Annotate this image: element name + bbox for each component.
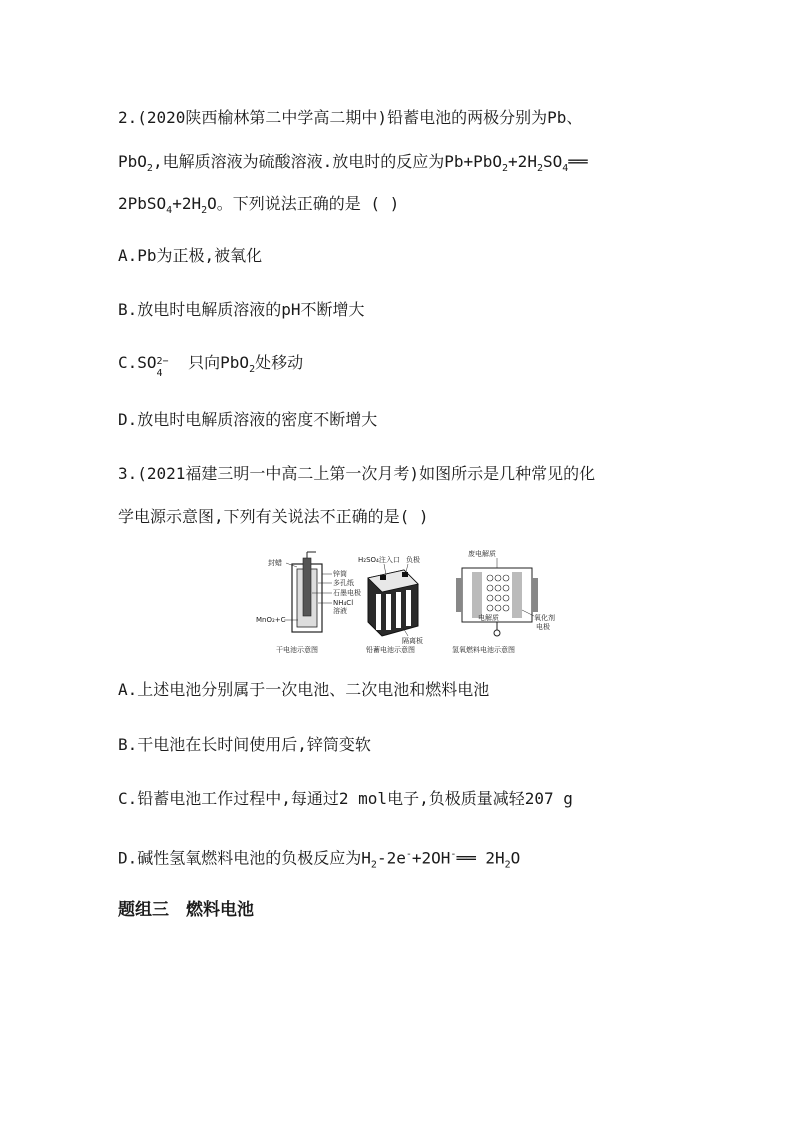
q2-stem-line1	[118, 108, 582, 128]
battery-figure	[256, 550, 556, 660]
fuel-cell-diagram	[452, 550, 555, 654]
subscript: 2	[502, 163, 509, 175]
lead-acid-diagram	[358, 555, 423, 654]
subscript: 2	[146, 163, 153, 175]
dry-label-seal: 封蜡	[268, 559, 282, 567]
equals-sign: ══	[568, 152, 588, 171]
subscript: 4	[166, 205, 173, 217]
dry-label-zinc: 锌筒	[333, 570, 347, 578]
stem-text: O。下列说法正确的是 ( )	[207, 194, 400, 213]
subscript: 2	[536, 163, 543, 175]
subscript: 4	[562, 163, 569, 175]
option-text: B.放电时电解质溶液的pH不断增大	[118, 300, 365, 319]
q2-option-b[interactable]	[118, 300, 365, 320]
dry-caption: 干电池示意图	[276, 646, 318, 654]
formula-text: ══ 2H	[456, 848, 505, 868]
option-text: C.铅蓄电池工作过程中,每通过2 mol电子,负极质量减轻207 g	[118, 789, 573, 808]
formula-text: +2OH	[411, 848, 451, 868]
q2-option-a[interactable]	[118, 246, 262, 266]
section-title: 题组三 燃料电池	[118, 900, 254, 920]
stem-text: 3.(2021福建三明一中高二上第一次月考)如图所示是几种常见的化	[118, 464, 596, 483]
subscript: 4	[156, 367, 163, 379]
option-text: 只向PbO	[178, 353, 250, 372]
formula-text: -2e	[376, 848, 406, 868]
stem-text: 学电源示意图,下列有关说法不正确的是( )	[118, 507, 429, 526]
option-text: C.SO	[118, 353, 157, 372]
formula-text: +2H	[172, 194, 202, 213]
subscript: 2	[504, 859, 511, 871]
subscript: 2	[370, 859, 377, 871]
dry-label-paper: 多孔纸	[333, 579, 354, 587]
ion-charge: 2−	[156, 355, 169, 367]
option-text: 处移动	[255, 353, 304, 372]
lead-label-inlet: H₂SO₄注入口	[358, 556, 400, 564]
formula-text: +2H	[508, 152, 537, 171]
sulfate-ion	[156, 354, 179, 379]
dry-label-solution: 溶液	[333, 607, 347, 615]
q2-stem-line2	[118, 152, 588, 179]
q2-stem-text: 2.(2020陕西榆林第二中学高二期中)铅蓄电池的两极分别为Pb、	[118, 108, 583, 127]
option-text: D.放电时电解质溶液的密度不断增大	[118, 410, 378, 429]
subscript: 2	[201, 205, 208, 217]
formula-text: PbO	[118, 152, 147, 171]
q3-stem-line1	[118, 464, 595, 484]
option-text: B.干电池在长时间使用后,锌筒变软	[118, 735, 371, 754]
superscript: -	[405, 849, 412, 860]
fuel-caption: 氢氧燃料电池示意图	[452, 646, 515, 654]
formula-text: 2PbSO	[118, 194, 167, 213]
subscript: 2	[249, 364, 256, 376]
option-text: A.Pb为正极,被氧化	[118, 246, 263, 265]
dry-label-mno2: MnO₂+C	[256, 616, 286, 624]
q3-option-d[interactable]	[118, 845, 520, 876]
lead-caption: 铅蓄电池示意图	[366, 646, 415, 654]
q2-option-d[interactable]	[118, 410, 377, 430]
q2-stem-line3	[118, 194, 399, 221]
fuel-label-oxidizer: 氧化剂	[534, 614, 555, 622]
q2-option-c[interactable]	[118, 353, 303, 380]
section-heading	[118, 900, 254, 920]
dry-label-graphite: 石墨电极	[333, 589, 361, 597]
lead-label-separator: 隔离板	[402, 637, 423, 645]
formula-text: O	[510, 848, 521, 868]
q3-stem-line2	[118, 507, 429, 527]
q3-option-c[interactable]	[118, 789, 573, 809]
dry-cell-diagram	[256, 552, 361, 654]
fuel-label-waste: 废电解质	[468, 550, 496, 558]
fuel-label-electrolyte: 电解质	[478, 614, 499, 622]
fuel-label-electrode: 电极	[536, 623, 550, 631]
formula-text: SO	[542, 152, 563, 171]
q3-option-a[interactable]	[118, 680, 489, 700]
option-text: A.上述电池分别属于一次电池、二次电池和燃料电池	[118, 680, 490, 699]
q3-option-b[interactable]	[118, 735, 371, 755]
option-text: D.碱性氢氧燃料电池的负极反应为H	[118, 848, 371, 868]
dry-label-nh4cl: NH₄Cl	[333, 599, 354, 607]
superscript: -	[450, 849, 457, 860]
lead-label-negative: 负极	[406, 556, 420, 564]
stem-text: ,电解质溶液为硫酸溶液.放电时的反应为Pb+PbO	[152, 152, 503, 171]
